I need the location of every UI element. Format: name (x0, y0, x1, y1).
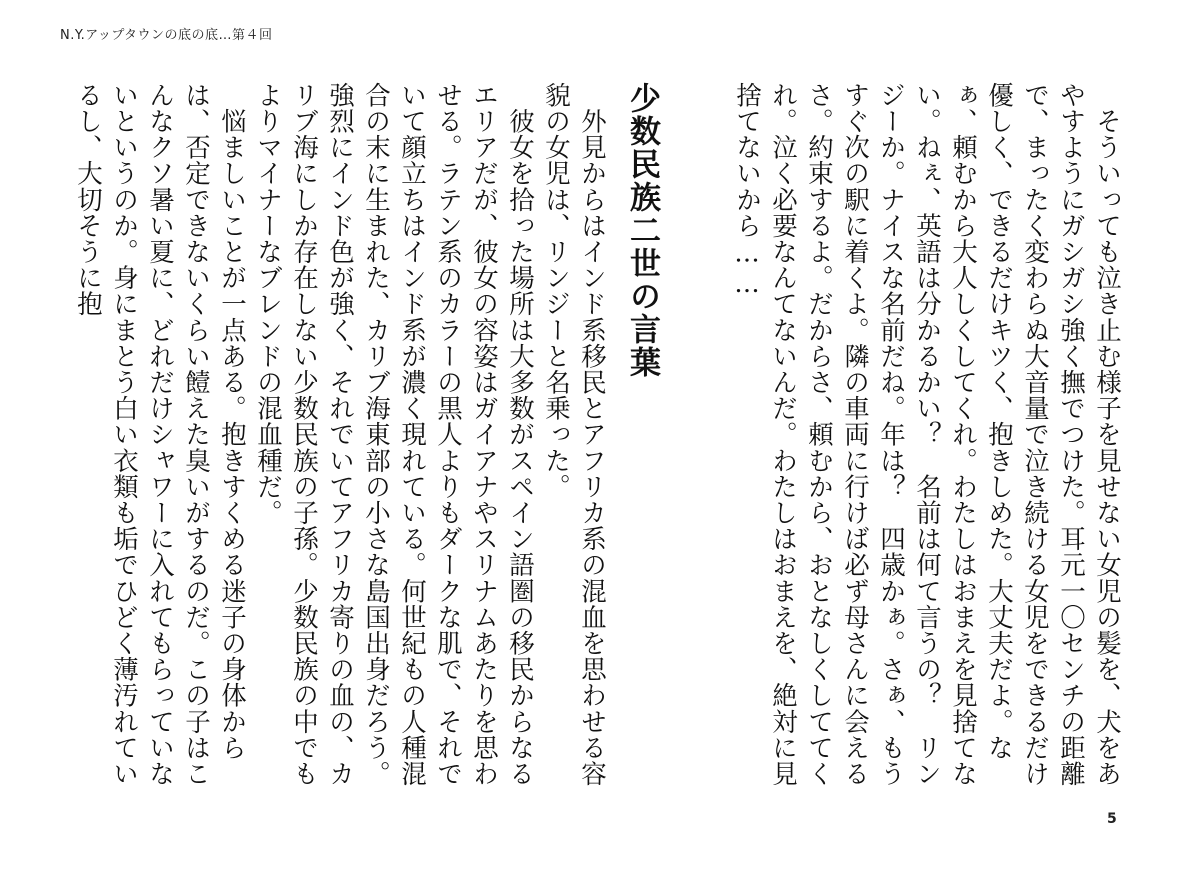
paragraph: 彼女を拾った場所は大多数がスペイン語圏の移民からなるエリアだが、彼女の容姿はガイアナやスリナムあたりを思わせる。ラテン系のカラーの黒人よりもダークな肌で、それでいて顔立ちはインド系が濃く現れている。何世紀もの人種混合の末に生まれた、カリブ海東部の小さな島国出身だろう。強烈にインド色が強く、それでいてアフリカ寄りの血の、カリブ海にしか存在しない少数民族の子孫。少数民族の中でもよりマイナーなブレンドの混血種だ。 (253, 82, 535, 787)
body-text-right (732, 82, 1125, 792)
running-header: N.Y.アップタウンの底の底…第４回 (60, 28, 273, 43)
body-text-left (73, 82, 610, 792)
paragraph: 悩ましいことが一点ある。抱きすくめる迷子の身体からは、否定できないくらい饐えた臭いがするのだ。この子はこんなクソ暑い夏に、どれだけシャワーに入れてもらっていないというのか。身にまとう白い衣類も垢でひどく薄汚れているし、大切そうに抱 (73, 82, 247, 787)
paragraph: 外見からはインド系移民とアフリカ系の混血を思わせる容貌の女児は、リンジーと名乗った。 (541, 82, 607, 787)
paragraph: そういっても泣き止む様子を見せない女児の髪を、犬をあやすようにガシガシ強く撫でつけた。耳元一〇センチの距離で、まったく変わらぬ大音量で泣き続ける女児をできるだけ優しく、できるだけキツく、抱きしめた。大丈夫だよ。なぁ、頼むから大人しくしてくれ。わたしはおまえを見捨てない。ねぇ、英語は分かるかい？ 名前は何て言うの？ リンジーか。ナイスな名前だね。年は？ 四歳かぁ。さぁ、もうすぐ次の駅に着くよ。隣の車両に行けば必ず母さんに会えるさ。約束するよ。だからさ、頼むから、おとなしくしててくれ。泣く必要なんてないんだ。わたしはおまえを、絶対に見捨てないから…… (732, 82, 1122, 787)
section-heading: 少数民族二世の言葉 (624, 82, 660, 379)
page-number: 5 (1107, 811, 1117, 827)
